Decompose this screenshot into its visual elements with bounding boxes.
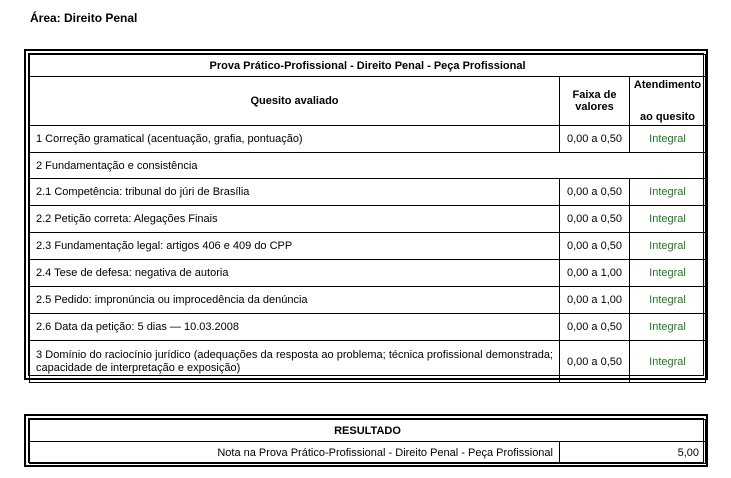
faixa-cell: 0,00 a 0,50 — [560, 314, 630, 341]
faixa-cell: 0,00 a 1,00 — [560, 260, 630, 287]
result-title: RESULTADO — [30, 420, 706, 442]
table-row — [30, 206, 706, 233]
header-quesito: Quesito avaliado — [30, 77, 560, 126]
faixa-cell: 0,00 a 0,50 — [560, 206, 630, 233]
table-row — [30, 341, 706, 383]
section-cell: 2 Fundamentação e consistência — [30, 153, 706, 179]
quesito-cell: 2.4 Tese de defesa: negativa de autoria — [30, 260, 560, 287]
atendimento-cell: Integral — [630, 287, 706, 314]
header-faixa — [560, 77, 630, 126]
atendimento-cell: Integral — [630, 233, 706, 260]
area-label: Área: Direito Penal — [30, 11, 138, 25]
faixa-cell: 0,00 a 0,50 — [560, 179, 630, 206]
atendimento-cell: Integral — [630, 206, 706, 233]
table-row — [30, 126, 706, 153]
faixa-cell: 0,00 a 0,50 — [560, 126, 630, 153]
header-faixa-line1: Faixa de — [572, 89, 617, 101]
header-atendimento-line2: ao quesito — [640, 111, 696, 123]
quesito-cell: 2.1 Competência: tribunal do júri de Brasília — [30, 179, 560, 206]
header-faixa-line2: valores — [575, 101, 614, 113]
quesito-cell: 2.5 Pedido: impronúncia ou improcedência da denúncia — [30, 287, 560, 314]
result-value: 5,00 — [560, 442, 706, 464]
atendimento-cell: Integral — [630, 260, 706, 287]
result-table-frame — [24, 414, 708, 467]
quesito-cell: 1 Correção gramatical (acentuação, grafia, pontuação) — [30, 126, 560, 153]
header-atendimento-line1: Atendimento — [633, 79, 702, 91]
table-row — [30, 179, 706, 206]
table-row — [30, 233, 706, 260]
table-row — [30, 314, 706, 341]
header-atendimento — [630, 77, 706, 126]
result-label: Nota na Prova Prático-Profissional - Direito Penal - Peça Profissional — [30, 442, 560, 464]
table-row — [30, 287, 706, 314]
result-table — [29, 419, 706, 464]
quesito-cell: 3 Domínio do raciocínio jurídico (adequações da resposta ao problema; técnica profissional demonstrada; capacidade de interpretação e exposição) — [30, 341, 560, 383]
table-title: Prova Prático-Profissional - Direito Penal - Peça Profissional — [30, 55, 706, 77]
table-row — [30, 153, 706, 179]
quesito-cell: 2.2 Petição correta: Alegações Finais — [30, 206, 560, 233]
table-row — [30, 260, 706, 287]
atendimento-cell: Integral — [630, 126, 706, 153]
evaluation-table-frame — [24, 49, 708, 380]
atendimento-cell: Integral — [630, 341, 706, 383]
quesito-cell: 2.3 Fundamentação legal: artigos 406 e 409 do CPP — [30, 233, 560, 260]
atendimento-cell: Integral — [630, 314, 706, 341]
faixa-cell: 0,00 a 0,50 — [560, 233, 630, 260]
faixa-cell: 0,00 a 1,00 — [560, 287, 630, 314]
evaluation-table — [29, 54, 706, 383]
quesito-cell: 2.6 Data da petição: 5 dias — 10.03.2008 — [30, 314, 560, 341]
atendimento-cell: Integral — [630, 179, 706, 206]
faixa-cell: 0,00 a 0,50 — [560, 341, 630, 383]
